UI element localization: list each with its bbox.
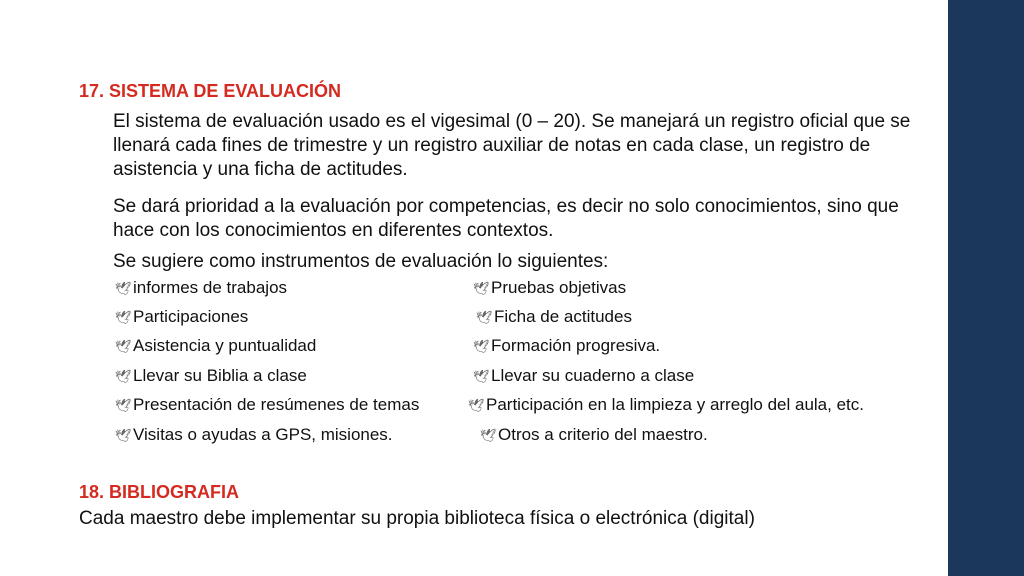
dove-bullet-icon: 🕊 (115, 369, 132, 384)
list-item: 🕊Participación en la limpieza y arreglo del aula, etc. (468, 395, 864, 414)
list-item: 🕊informes de trabajos (115, 278, 288, 297)
list-item: 🕊Participaciones (115, 307, 249, 326)
evaluation-system-paragraph: El sistema de evaluación usado es el vigesimal (0 – 20). Se manejará un registro oficial que se llenará cada fines de trimestre y un registro auxiliar de notas en cada clase, un registro de asistencia y una ficha de actitudes. (113, 111, 911, 180)
list-item: 🕊Formación progresiva. (473, 336, 661, 355)
list-item: 🕊Otros a criterio del maestro. (480, 425, 708, 444)
competencies-paragraph: Se dará prioridad a la evaluación por competencias, es decir no solo conocimientos, sino que hace con los conocimientos en diferentes contextos. (113, 196, 899, 241)
dove-bullet-icon: 🕊 (115, 281, 132, 296)
list-item: 🕊Visitas o ayudas a GPS, misiones. (115, 425, 393, 444)
list-item: 🕊Llevar su Biblia a clase (115, 366, 307, 385)
dove-bullet-icon: 🕊 (115, 310, 132, 325)
dove-bullet-icon: 🕊 (468, 398, 485, 413)
list-item: 🕊Asistencia y puntualidad (115, 336, 317, 355)
list-item: 🕊Presentación de resúmenes de temas (115, 395, 420, 414)
dove-bullet-icon: 🕊 (480, 428, 497, 443)
dove-bullet-icon: 🕊 (115, 339, 132, 354)
instruments-intro-paragraph: Se sugiere como instrumentos de evaluación lo siguientes: (113, 251, 609, 272)
section-17-heading: 17. SISTEMA DE EVALUACIÓN (79, 81, 342, 101)
dove-bullet-icon: 🕊 (476, 310, 493, 325)
list-item: 🕊Pruebas objetivas (473, 278, 627, 297)
bibliography-text: Cada maestro debe implementar su propia biblioteca física o electrónica (digital) (79, 508, 755, 529)
dove-bullet-icon: 🕊 (115, 428, 132, 443)
section-18-heading: 18. BIBLIOGRAFIA (79, 482, 240, 502)
dove-bullet-icon: 🕊 (473, 281, 490, 296)
list-item: 🕊Llevar su cuaderno a clase (473, 366, 695, 385)
dove-bullet-icon: 🕊 (473, 339, 490, 354)
dove-bullet-icon: 🕊 (473, 369, 490, 384)
dove-bullet-icon: 🕊 (115, 398, 132, 413)
list-item: 🕊Ficha de actitudes (476, 307, 632, 326)
side-color-band (948, 0, 1024, 576)
